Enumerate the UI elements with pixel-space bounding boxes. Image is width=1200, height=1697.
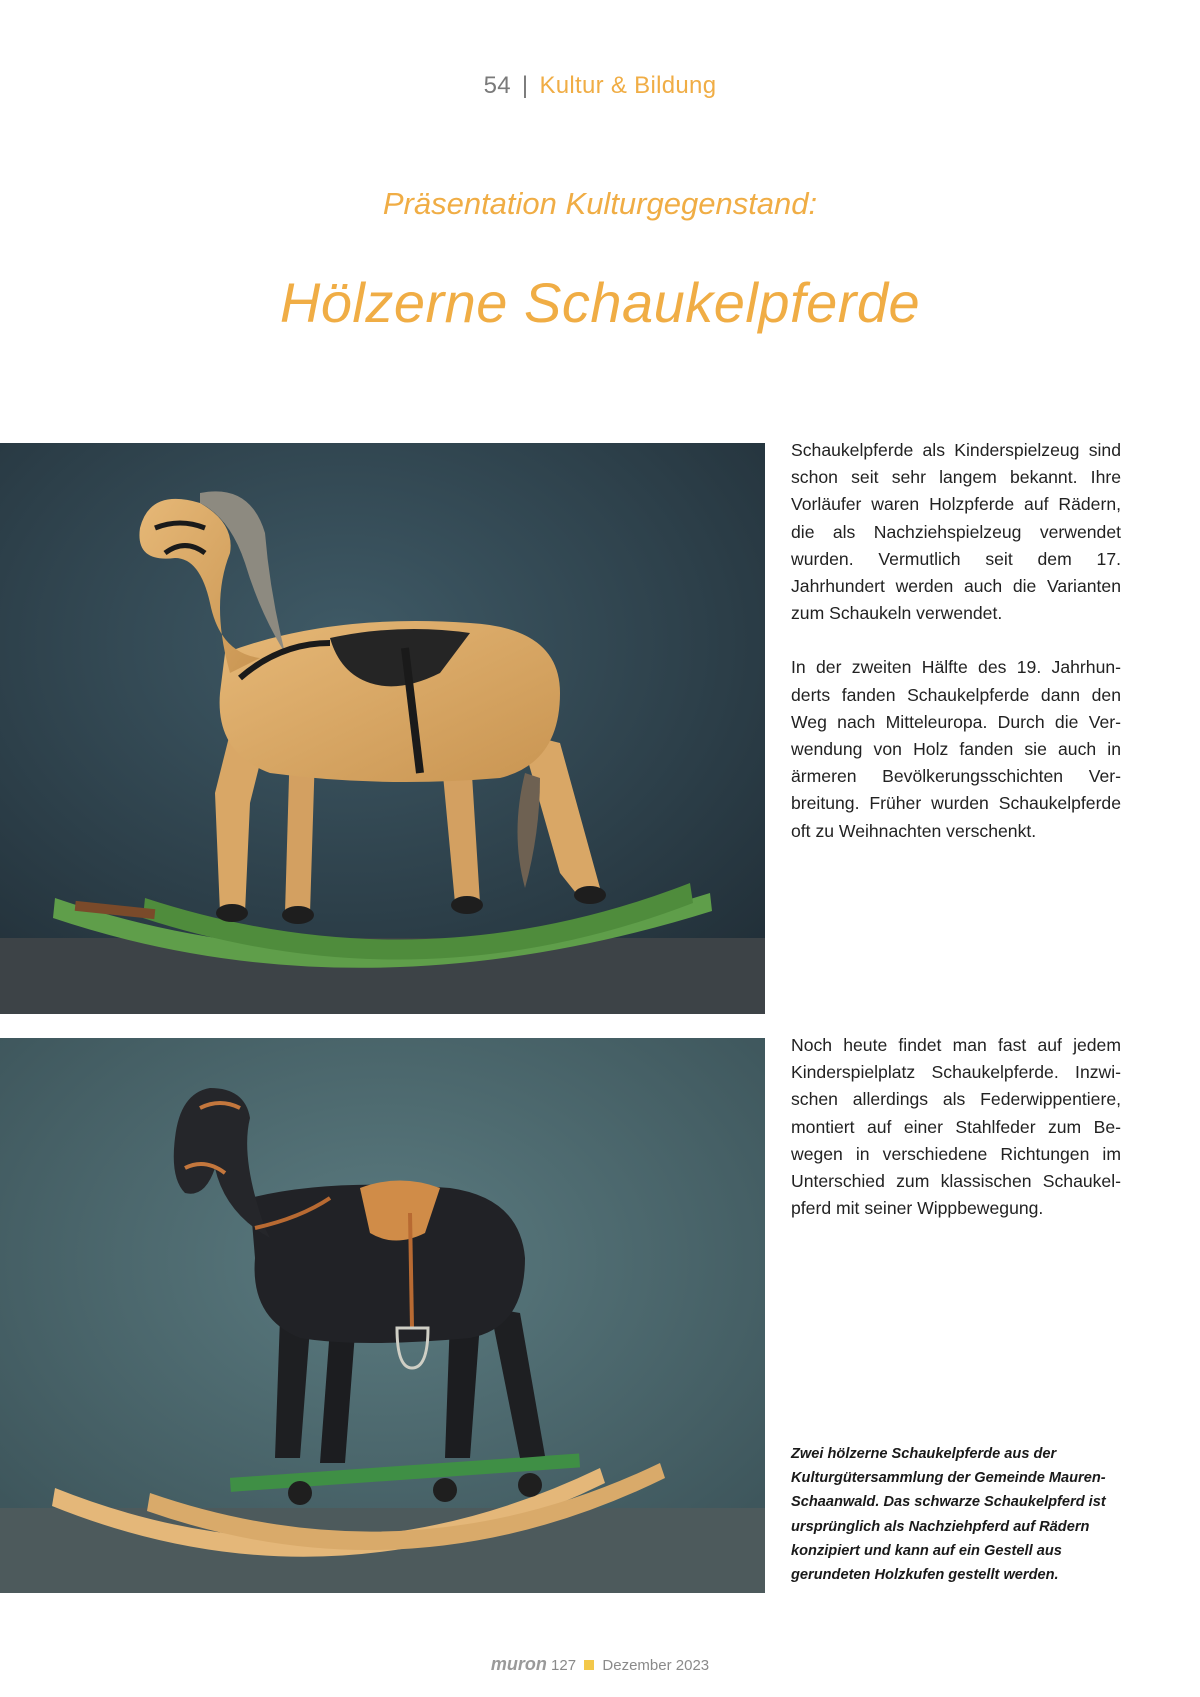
paragraph-1: Schaukelpferde als Kinderspielzeug sind schon seit sehr langem bekannt. Ihre Vorläufer waren Holzpferde auf Rädern, die als Nachziehspielzeug verwendet wurden. Vermutlich seit dem 17. Jahrhundert werden auch die Varianten zum Schaukeln verwendet. bbox=[791, 440, 1121, 624]
photo-caption: Zwei hölzerne Schaukelpferde aus der Kulturgütersammlung der Gemeinde Mauren-Schaanwald. Das schwarze Schaukelpferd ist ursprünglich als Nachziehpferd auf Rädern konzipiert und kann auf ein Gestell aus gerundeten Holzkufen gestellt werden. bbox=[791, 1446, 1106, 1584]
section-title: Kultur & Bildung bbox=[539, 72, 717, 99]
article-text-column-1 bbox=[791, 437, 1121, 872]
page-header bbox=[0, 72, 1200, 100]
article-subtitle: Präsentation Kulturgegenstand: bbox=[382, 186, 818, 221]
magazine-name: muron bbox=[490, 1654, 547, 1674]
paragraph-3: Noch heute findet man fast auf jedem Kinderspielplatz Schaukelpferde. Inzwischen allerdings als Federwippentiere, montiert auf einer Stahlfeder zum Bewegen in verschiedene Richtungen im Unterschied zum klassischen Schaukelpferd mit seiner Wippbewegung. bbox=[791, 1035, 1121, 1219]
issue-number: 127 bbox=[551, 1657, 577, 1674]
article-title: Hölzerne Schaukelpferde bbox=[279, 271, 921, 334]
photo-black-rocking-horse bbox=[0, 1038, 765, 1593]
paragraph-2: In der zweiten Hälfte des 19. Jahrhunderts fanden Schaukelpferde dann den Weg nach Mitteleuropa. Durch die Verwendung von Holz fanden sie auch in ärmeren Bevölkerungsschichten Verbreitung. Früher wurden Schaukelpferde oft zu Weihnachten verschenkt. bbox=[791, 657, 1121, 841]
page-number: 54 bbox=[483, 72, 511, 99]
article-text-column-2 bbox=[791, 1032, 1121, 1249]
footer-square-icon bbox=[584, 1660, 594, 1670]
photo-wooden-rocking-horse bbox=[0, 443, 765, 1014]
header-separator: | bbox=[521, 72, 529, 99]
page-footer bbox=[0, 1654, 1200, 1675]
issue-date: Dezember 2023 bbox=[602, 1657, 710, 1674]
